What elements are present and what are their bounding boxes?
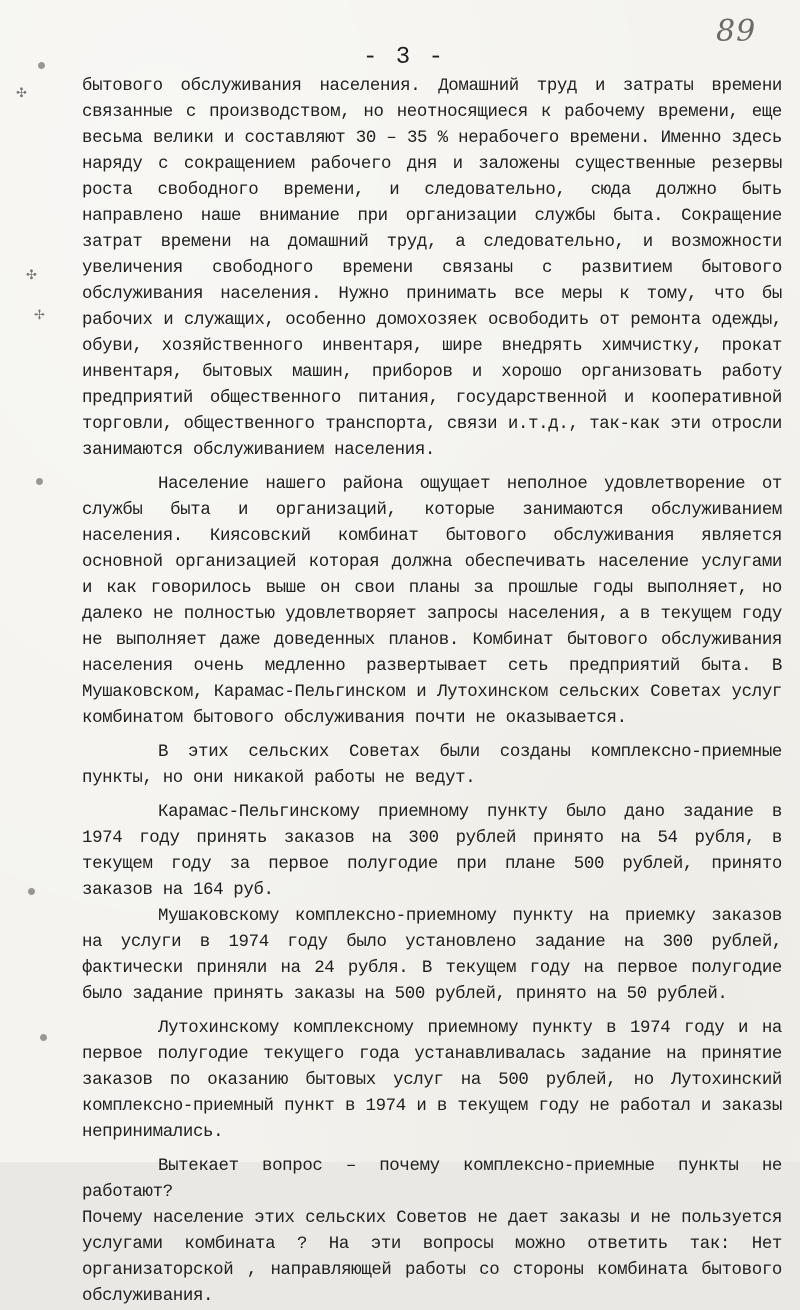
paragraph: Почему население этих сельских Советов не дает заказы и не пользуется услугами комбината ? На эти вопросы можно ответить так: Нет организаторской , направляющей работы со стороны комбината бытового обслуживания. [82, 1209, 782, 1306]
binding-hole-mark: ✣ [16, 86, 27, 101]
paragraph: В этих сельских Советах были созданы комплексно-приемные пункты, но они никакой работы не ведут. [82, 743, 782, 788]
paragraph: Население нашего района ощущает неполное удовлетворение от службы быта и организаций, которые занимаются обслуживанием населения. Киясовский комбинат бытового обслуживания является основной организацией которая должна обеспечивать население услугами и как говорилось выше он свои планы за прошлые годы выполняет, но далеко не полностью удовлетворяет запросы населения, а в текущем году не выполняет даже доведенных планов. Комбинат бытового обслуживания населения очень медленно развертывает сеть предприятий быта. В Мушаковском, Карамас-Пельгинском и Лутохинском сельских Советах услуг комбинатом бытового обслуживания почти не оказывается. [82, 475, 782, 728]
paragraph: Мушаковскому комплексно-приемному пункту на приемку заказов на услуги в 1974 году было установлено задание на 300 рублей, фактически приняли на 24 рубля. В текущем году на первое полугодие было задание принять заказы на 500 рублей, принято на 50 рублей. [82, 907, 782, 1004]
paragraph: Вытекает вопрос – почему комплексно-приемные пункты не работают? [82, 1157, 782, 1202]
paragraph: Лутохинскому комплексному приемному пункту в 1974 году и на первое полугодие текущего года устанавливалась задание на принятие заказов по оказанию бытовых услуг на 500 рублей, но Лутохинский комплексно-приемный пункт в 1974 и в текущем году не работал и заказы непринимались. [82, 1019, 782, 1142]
binding-hole-mark [40, 1034, 47, 1041]
binding-hole-mark [36, 478, 43, 485]
binding-hole-mark [38, 62, 45, 69]
paragraph: Карамас-Пельгинскому приемному пункту было дано задание в 1974 году принять заказов на 300 рублей принято на 54 рубля, в текущем году за первое полугодие при плане 500 рублей, принято заказов на 164 руб. [82, 803, 782, 900]
document-body [82, 74, 782, 1310]
binding-hole-mark: ✢ [34, 308, 45, 323]
binding-hole-mark [28, 888, 35, 895]
page-number: - 3 - [363, 44, 446, 71]
paragraph: бытового обслуживания населения. Домашний труд и затраты времени связанные с производством, но неотносящиеся к рабочему времени, еще весьма велики и составляют 30 – 35 % нерабочего времени. Именно здесь наряду с сокращением рабочего дня и заложены существенные резервы роста свободного времени, и следовательно, сюда должно быть направлено наше внимание при организации службы быта. Сокращение затрат времени на домашний труд, а следовательно, и возможности увеличения свободного времени связаны с развитием бытового обслуживания населения. Нужно принимать все меры к тому, что бы рабочих и служащих, особенно домохозяек освободить от ремонта одежды, обуви, хозяйственного инвентаря, шире внедрять химчистку, прокат инвентаря, бытовых машин, приборов и хорошо организовать работу предприятий общественного питания, государственной и кооперативной торговли, общественного транспорта, связи и.т.д., так-как эти отросли занимаются обслуживанием населения. [82, 77, 782, 460]
binding-hole-mark: ✣ [26, 268, 37, 283]
archive-page-number: 89 [716, 14, 757, 49]
